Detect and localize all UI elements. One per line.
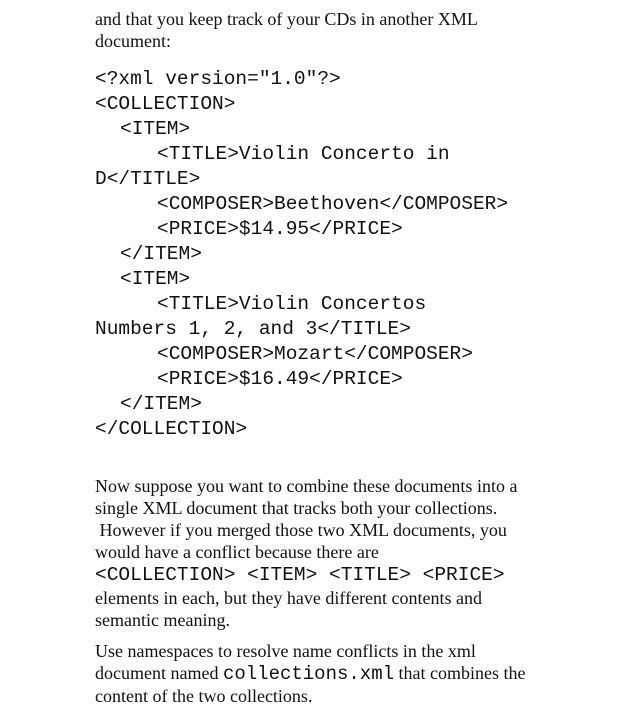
- para3-line-3: content of the two collections.: [95, 686, 313, 706]
- code-line-title-2: <TITLE>Violin Concertos: [157, 293, 427, 315]
- code-line-collection-close: </COLLECTION>: [95, 418, 248, 440]
- document-page: [95, 4, 565, 707]
- code-line-composer-2: <COMPOSER>Mozart</COMPOSER>: [157, 343, 473, 365]
- code-line-collection-open: <COLLECTION>: [95, 93, 236, 115]
- code-line-xml-decl: <?xml version="1.0"?>: [95, 68, 341, 90]
- code-line-item-open: <ITEM>: [120, 118, 191, 140]
- intro-paragraph: [95, 8, 565, 52]
- code-line-price: <PRICE>$14.95</PRICE>: [157, 218, 403, 240]
- code-line-item-open-2: <ITEM>: [120, 268, 191, 290]
- para2-line-4: would have a conflict because there are: [95, 542, 379, 562]
- code-line-item-close-2: </ITEM>: [120, 393, 202, 415]
- intro-line-2: document:: [95, 31, 171, 51]
- para2-line-1: Now suppose you want to combine these documents into a: [95, 476, 518, 496]
- code-line-price-2: <PRICE>$16.49</PRICE>: [157, 368, 403, 390]
- para2-line-6: semantic meaning.: [95, 610, 230, 630]
- intro-line-1: and that you keep track of your CDs in another XML: [95, 9, 478, 29]
- conflict-paragraph: [95, 475, 565, 631]
- para2-line-5: elements in each, but they have different contents and: [95, 588, 483, 608]
- collections-filename: collections.xml: [222, 663, 394, 685]
- code-line-composer: <COMPOSER>Beethoven</COMPOSER>: [157, 193, 509, 215]
- task-paragraph: [95, 640, 565, 707]
- code-line-title-2-cont: Numbers 1, 2, and 3</TITLE>: [95, 318, 411, 340]
- code-line-title: <TITLE>Violin Concerto in: [157, 143, 450, 165]
- code-line-title-cont: D</TITLE>: [95, 168, 201, 190]
- para2-line-2: single XML document that tracks both your collections.: [95, 498, 498, 518]
- para3-line-2-post: that combines the: [394, 663, 526, 683]
- para2-line-3: However if you merged those two XML documents, you: [95, 520, 507, 540]
- para3-line-2-pre: document named: [95, 663, 223, 683]
- xml-code-block: [95, 67, 565, 442]
- para3-line-1: Use namespaces to resolve name conflicts in the xml: [95, 641, 476, 661]
- para2-tag-list: <COLLECTION> <ITEM> <TITLE> <PRICE>: [95, 564, 505, 586]
- code-line-item-close: </ITEM>: [120, 243, 202, 265]
